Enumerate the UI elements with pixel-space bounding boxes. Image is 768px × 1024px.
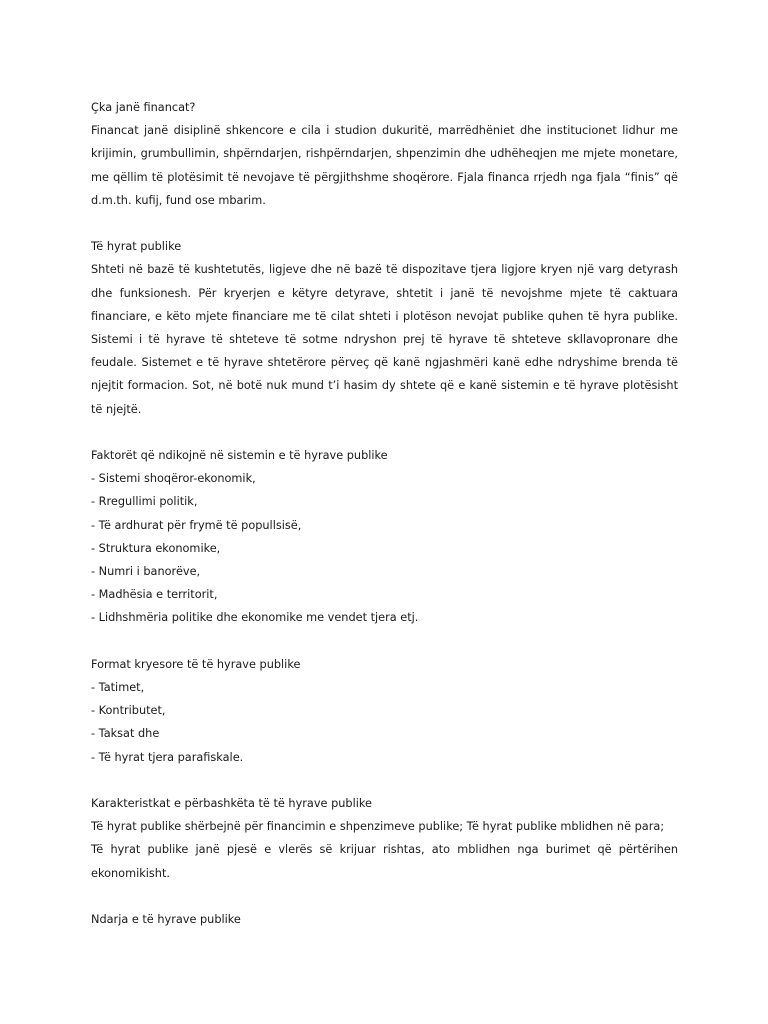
paragraph-gap <box>91 769 678 792</box>
list-item: - Të hyrat tjera parafiskale. <box>91 750 244 764</box>
section-heading-karakteristikat: Karakteristkat e përbashkëta të të hyrave publike <box>91 797 372 811</box>
list-item: - Tatimet, <box>91 681 145 695</box>
paragraph-gap <box>91 421 678 444</box>
list-item: - Sistemi shoqëror-ekonomik, <box>91 472 256 486</box>
section-heading-ndarja: Ndarja e të hyrave publike <box>91 913 241 927</box>
document-page <box>91 96 678 931</box>
section-heading-financat: Çka janë financat? <box>91 101 196 114</box>
paragraph-karakteristikat-1: Të hyrat publike shërbejnë për financimin e shpenzimeve publike; Të hyrat publike mblidhen në para; <box>91 820 665 834</box>
list-item: - Kontributet, <box>91 704 166 718</box>
section-heading-format: Format kryesore të të hyrave publike <box>91 657 301 671</box>
paragraph-gap <box>91 885 678 908</box>
paragraph-gap <box>91 630 678 653</box>
paragraph-karakteristikat-2: Të hyrat publike janë pjesë e vlerës së krijuar rishtas, ato mblidhen nga burimet që përtërihen ekonomikisht. <box>91 843 678 880</box>
paragraph-gap <box>91 212 678 235</box>
list-item: - Struktura ekonomike, <box>91 541 221 555</box>
list-item: - Të ardhurat për frymë të popullsisë, <box>91 518 302 532</box>
list-item: - Rregullimi politik, <box>91 495 198 509</box>
list-item: - Madhësia e territorit, <box>91 588 218 602</box>
list-item: - Numri i banorëve, <box>91 565 201 579</box>
section-heading-te-hyrat: Të hyrat publike <box>91 240 182 254</box>
paragraph-financat: Financat janë disiplinë shkencore e cila i studion dukuritë, marrëdhëniet dhe institucionet lidhur me krijimin, grumbullimin, shpërndarjen, rishpërndarjen, shpenzimin dhe udhëheqjen me mjete monetare, me qëllim të plotësimit të nevojave të përgjithshme shoqërore. Fjala financa rrjedh nga fjala “finis” që d.m.th. kufij, fund ose mbarim. <box>91 124 678 207</box>
list-item: - Lidhshmëria politike dhe ekonomike me vendet tjera etj. <box>91 611 419 625</box>
section-heading-faktoret: Faktorët që ndikojnë në sistemin e të hyrave publike <box>91 449 388 463</box>
paragraph-te-hyrat: Shteti në bazë të kushtetutës, ligjeve dhe në bazë të dispozitave tjera ligjore kryen një varg detyrash dhe funksionesh. Për kryerjen e këtyre detyrave, shtetit i janë të nevojshme mjete të caktuara financiare, e këto mjete financiare me të cilat shteti i plotëson nevojat publike quhen të hyra publike. Sistemi i të hyrave të shteteve të sotme ndryshon prej të hyrave të shteteve skllavopronare dhe feudale. Sistemet e të hyrave shtetërore përveç që kanë ngjashmëri kanë edhe ndryshime brenda të njejtit formacion. Sot, në botë nuk mund t’i hasim dy shtete që e kanë sistemin e të hyrave plotësisht të njejtë. <box>91 263 678 416</box>
list-item: - Taksat dhe <box>91 727 160 741</box>
